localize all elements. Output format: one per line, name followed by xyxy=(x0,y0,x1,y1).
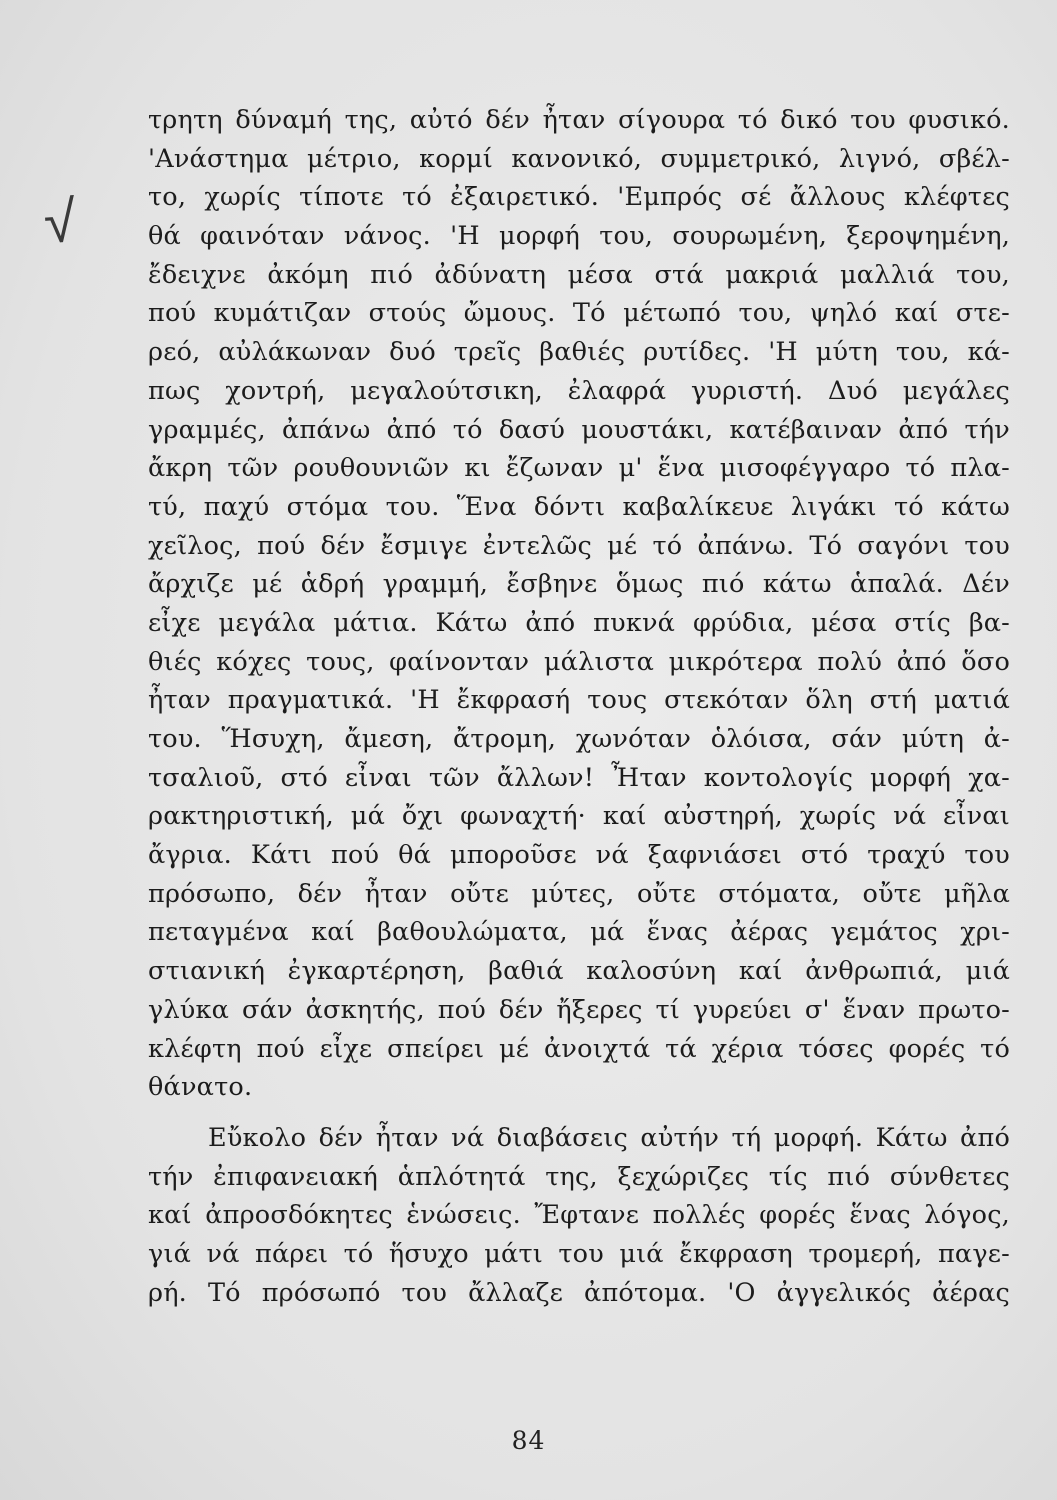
text-line: γλύκα σάν ἀσκητής, πού δέν ἤξερες τί γυρεύει σ' ἕναν πρωτο- xyxy=(148,994,1010,1025)
text-line: ἄρχιζε μέ ἁδρή γραμμή, ἔσβηνε ὅμως πιό κάτω ἁπαλά. Δέν xyxy=(148,569,1010,600)
text-line: ἦταν πραγματικά. 'Η ἔκφρασή τους στεκόταν ὅλη στή ματιά xyxy=(148,685,1010,716)
text-line: Εὔκολο δέν ἦταν νά διαβάσεις αὐτήν τή μορφή. Κάτω ἀπό xyxy=(208,1122,1010,1153)
text-line: πως χοντρή, μεγαλούτσικη, ἐλαφρά γυριστή. Δυό μεγάλες xyxy=(148,375,1010,406)
text-line: ἄγρια. Κάτι πού θά μποροῦσε νά ξαφνιάσει στό τραχύ του xyxy=(148,840,1010,871)
text-line: θιές κόχες τους, φαίνονταν μάλιστα μικρότερα πολύ ἀπό ὅσο xyxy=(148,646,1010,677)
text-line: πρόσωπο, δέν ἦταν οὔτε μύτες, οὔτε στόματα, οὔτε μῆλα xyxy=(148,878,1010,909)
text-line: τήν ἐπιφανειακή ἁπλότητά της, ξεχώριζες τίς πιό σύνθετες xyxy=(148,1161,1010,1192)
text-line: θάνατο. xyxy=(148,1072,253,1103)
paragraph-1 xyxy=(148,101,1010,1107)
text-line: τύ, παχύ στόμα του. Ἕνα δόντι καβαλίκευε λιγάκι τό κάτω xyxy=(148,491,1010,522)
text-line: το, χωρίς τίποτε τό ἐξαιρετικό. 'Εμπρός σέ ἄλλους κλέφτες xyxy=(148,182,1010,213)
text-line: ρεό, αὐλάκωναν δυό τρεῖς βαθιές ρυτίδες. 'Η μύτη του, κά- xyxy=(148,337,1010,368)
text-line: καί ἀπροσδόκητες ἑνώσεις. Ἔφτανε πολλές φορές ἕνας λόγος, xyxy=(148,1200,1010,1231)
paragraph-spacer xyxy=(148,1107,1010,1119)
text-line: τσαλιοῦ, στό εἶναι τῶν ἄλλων! Ἦταν κοντολογίς μορφή χα- xyxy=(148,762,1010,793)
body-text xyxy=(148,101,1010,1312)
text-line: γιά νά πάρει τό ἥσυχο μάτι του μιά ἔκφραση τρομερή, παγε- xyxy=(148,1238,1010,1269)
text-line: ἄκρη τῶν ρουθουνιῶν κι ἔζωναν μ' ἕνα μισοφέγγαρο τό πλα- xyxy=(148,453,1010,484)
text-line: πού κυμάτιζαν στούς ὤμους. Τό μέτωπό του, ψηλό καί στε- xyxy=(148,298,1010,329)
text-line: θά φαινόταν νάνος. 'Η μορφή του, σουρωμένη, ξεροψημένη, xyxy=(148,221,1010,252)
margin-check-mark: √ xyxy=(41,186,79,258)
text-line: κλέφτη πού εἶχε σπείρει μέ ἀνοιχτά τά χέρια τόσες φορές τό xyxy=(148,1033,1010,1064)
text-line: χεῖλος, πού δέν ἔσμιγε ἐντελῶς μέ τό ἀπάνω. Τό σαγόνι του xyxy=(148,530,1010,561)
text-line: ρακτηριστική, μά ὄχι φωναχτή· καί αὐστηρή, χωρίς νά εἶναι xyxy=(148,801,1010,832)
text-line: του. Ἥσυχη, ἄμεση, ἄτρομη, χωνόταν ὁλόισα, σάν μύτη ἀ- xyxy=(148,724,1010,754)
text-line: στιανική ἐγκαρτέρηση, βαθιά καλοσύνη καί ἀνθρωπιά, μιά xyxy=(148,956,1010,987)
text-line: ρή. Τό πρόσωπό του ἄλλαζε ἀπότομα. 'Ο ἀγγελικός ἀέρας xyxy=(148,1277,1010,1308)
text-line: γραμμές, ἀπάνω ἀπό τό δασύ μουστάκι, κατέβαιναν ἀπό τήν xyxy=(148,414,1010,445)
text-line: 'Ανάστημα μέτριο, κορμί κανονικό, συμμετρικό, λιγνό, σβέλ- xyxy=(148,143,1010,174)
paragraph-2 xyxy=(148,1119,1010,1312)
text-line: εἶχε μεγάλα μάτια. Κάτω ἀπό πυκνά φρύδια, μέσα στίς βα- xyxy=(148,607,1010,638)
text-line: τρητη δύναμή της, αὐτό δέν ἦταν σίγουρα τό δικό του φυσικό. xyxy=(148,105,1010,135)
page-number: 84 xyxy=(511,1426,546,1455)
text-line: πεταγμένα καί βαθουλώματα, μά ἕνας ἀέρας γεμάτος χρι- xyxy=(148,917,1010,948)
text-line: ἔδειχνε ἀκόμη πιό ἀδύνατη μέσα στά μακριά μαλλιά του, xyxy=(148,259,1010,290)
